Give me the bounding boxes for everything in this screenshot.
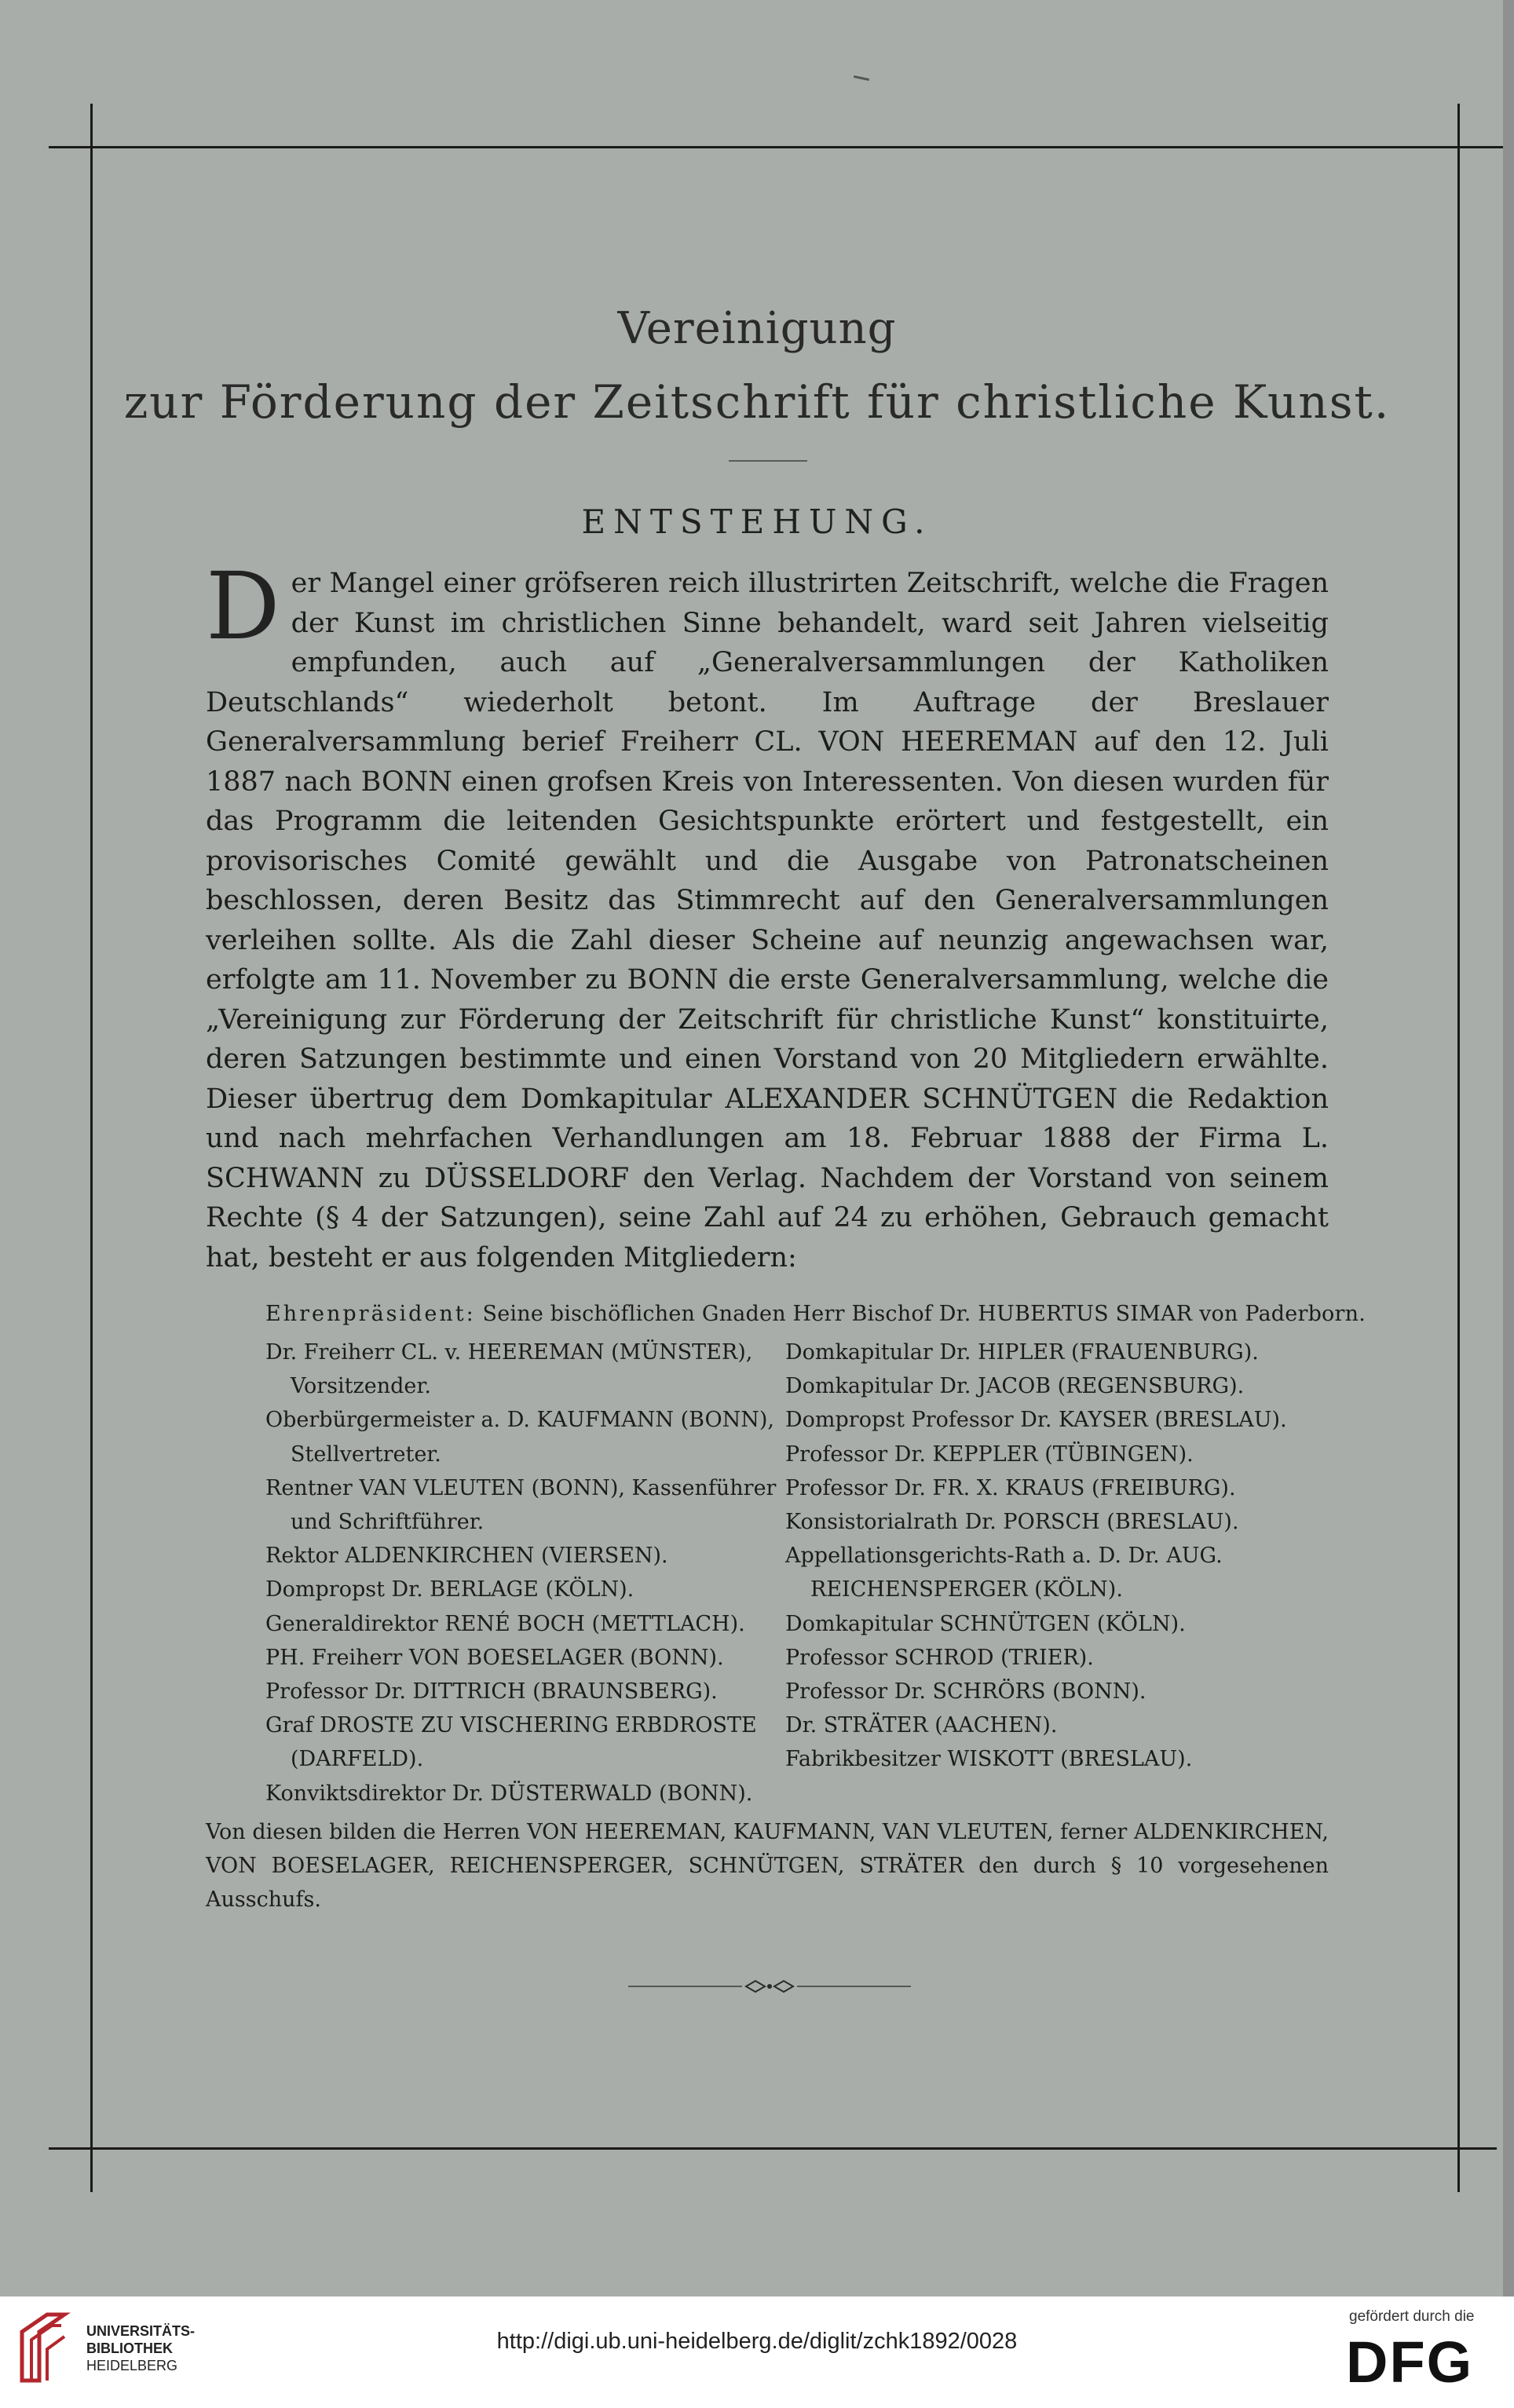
member-entry: Professor Dr. FR. X. KRAUS (FREIBURG).	[785, 1475, 1236, 1500]
member-entry: Dr. STRÄTER (AACHEN).	[785, 1713, 1058, 1738]
member-entry: REICHENSPERGER (KÖLN).	[810, 1577, 1123, 1602]
library-line3: HEIDELBERG	[86, 2358, 178, 2373]
section-heading: ENTSTEHUNG.	[581, 502, 933, 541]
member-entry: PH. Freiherr VON BOESELAGER (BONN).	[265, 1645, 724, 1670]
main-paragraph	[206, 552, 1329, 1277]
member-entry: Konviktsdirektor Dr. DÜSTERWALD (BONN).	[265, 1781, 753, 1806]
honorary-label: Ehrenpräsident:	[265, 1302, 476, 1326]
member-entry: Vorsitzender.	[291, 1374, 431, 1399]
paragraph-text: er Mangel einer gröfseren reich illustrirten Zeitschrift, welche die Fragen der Kunst im christlichen Sinne behandelt, ward seit Jahren vielseitig empfunden, auch auf „Generalversammlungen der Katholiken Deutschlands“ wiederholt betont. Im Auftrage der Breslauer Generalversammlung berief Freiherr CL. VON HEEREMAN auf den 12. Juli 1887 nach BONN einen grofsen Kreis von Interessenten. Von diesen wurden für das Programm die leitenden Gesichtspunkte erörtert und festgestellt, ein provisorisches Comité gewählt und die Ausgabe von Patronatscheinen beschlossen, deren Besitz das Stimmrecht auf den Generalversammlungen verleihen sollte. Als die Zahl dieser Scheine auf neunzig angewachsen war, erfolgte am 11. November zu BONN die erste Generalversammlung, welche die „Vereinigung zur Förderung der Zeitschrift für christliche Kunst“ konstituirte, deren Satzungen bestimmte und einen Vorstand von 20 Mitgliedern erwählte. Dieser übertrug dem Domkapitular ALEXANDER SCHNÜTGEN die Redaktion und nach mehrfachen Verhandlungen am 18. Februar 1888 der Firma L. SCHWANN zu DÜSSELDORF den Verlag. Nachdem der Vorstand von seinem Rechte (§ 4 der Satzungen), seine Zahl auf 24 zu erhöhen, Gebrauch gemacht hat, besteht er aus folgenden Mitgliedern:	[206, 568, 1329, 1273]
member-entry: Domkapitular SCHNÜTGEN (KÖLN).	[785, 1611, 1186, 1636]
members-right-column	[785, 1336, 1287, 1777]
member-entry: Oberbürgermeister a. D. KAUFMANN (BONN),	[265, 1408, 774, 1433]
member-entry: Rentner VAN VLEUTEN (BONN), Kassenführer	[265, 1475, 777, 1500]
frame-top-line	[49, 146, 1503, 148]
member-entry: Appellationsgerichts-Rath a. D. Dr. AUG.	[785, 1544, 1223, 1569]
dfg-logo: DFG	[1346, 2329, 1474, 2395]
member-entry: und Schriftführer.	[291, 1510, 485, 1535]
member-entry: Professor Dr. KEPPLER (TÜBINGEN).	[785, 1442, 1194, 1467]
member-entry: Dompropst Dr. BERLAGE (KÖLN).	[265, 1577, 634, 1602]
library-line1: UNIVERSITÄTS-	[86, 2323, 196, 2339]
honorary-president	[265, 1302, 1366, 1326]
member-entry: Generaldirektor RENÉ BOCH (METTLACH).	[265, 1611, 745, 1636]
member-entry: Graf DROSTE ZU VISCHERING ERBDROSTE	[265, 1713, 757, 1738]
member-entry: Fabrikbesitzer WISKOTT (BRESLAU).	[785, 1747, 1193, 1772]
committee-note: Von diesen bilden die Herren VON HEEREMAN, KAUFMANN, VAN VLEUTEN, ferner ALDENKIRCHEN, VON BOESELAGER, REICHENSPERGER, SCHNÜTGEN, STRÄTER den durch § 10 vorgesehenen Ausschufs.	[206, 1820, 1329, 1912]
frame-bottom-line	[49, 2147, 1497, 2150]
member-entry: Rektor ALDENKIRCHEN (VIERSEN).	[265, 1544, 668, 1569]
funded-by-label: gefördert durch die	[1349, 2308, 1475, 2325]
member-entry: Dompropst Professor Dr. KAYSER (BRESLAU).	[785, 1408, 1287, 1433]
source-url-link[interactable]: http://digi.ub.uni-heidelberg.de/diglit/zchk1892/0028	[496, 2329, 1018, 2354]
member-entry: (DARFELD).	[291, 1747, 424, 1772]
ornament-divider-icon	[628, 1977, 911, 1996]
member-entry: Domkapitular Dr. HIPLER (FRAUENBURG).	[785, 1340, 1259, 1365]
member-entry: Konsistorialrath Dr. PORSCH (BRESLAU).	[785, 1510, 1239, 1535]
member-entry: Professor Dr. SCHRÖRS (BONN).	[785, 1679, 1146, 1705]
member-entry: Dr. Freiherr CL. v. HEEREMAN (MÜNSTER),	[265, 1340, 753, 1365]
drop-cap: D	[206, 552, 280, 660]
page-title-line2: zur Förderung der Zeitschrift für christliche Kunst.	[123, 375, 1391, 429]
members-left-column	[265, 1336, 776, 1811]
member-entry: Domkapitular Dr. JACOB (REGENSBURG).	[785, 1374, 1245, 1399]
title-divider	[729, 460, 807, 462]
page-title-line1: Vereinigung	[617, 303, 897, 354]
member-entry: Professor Dr. DITTRICH (BRAUNSBERG).	[265, 1679, 718, 1705]
member-entry: Professor SCHROD (TRIER).	[785, 1645, 1094, 1670]
member-entry: Stellvertreter.	[291, 1442, 441, 1467]
library-line2: BIBLIOTHEK	[86, 2340, 173, 2356]
honorary-text: Seine bischöflichen Gnaden Herr Bischof Dr. HUBERTUS SIMAR von Paderborn.	[482, 1302, 1366, 1326]
